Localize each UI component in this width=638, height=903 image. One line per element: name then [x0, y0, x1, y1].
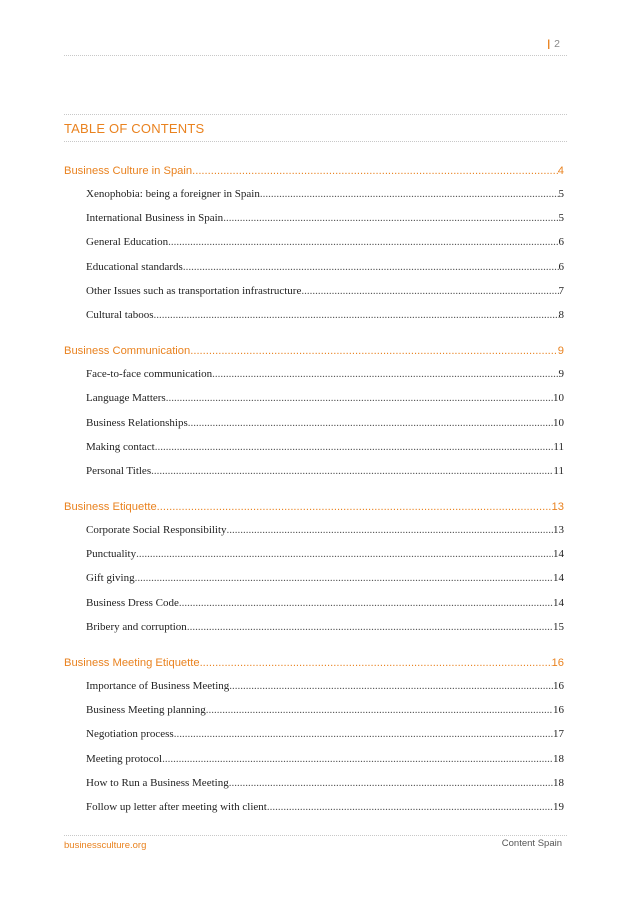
- dot-leader: [155, 435, 554, 459]
- toc-entry-page: 9: [558, 368, 564, 381]
- toc-entry-title: Cultural taboos: [86, 308, 154, 321]
- toc-entry-page: 5: [558, 188, 564, 200]
- toc-entry-page: 17: [553, 728, 564, 741]
- toc-entry-title: Xenophobia: being a foreigner in Spain: [86, 188, 260, 200]
- toc-entry-page: 18: [553, 776, 564, 789]
- toc-entry-title: Importance of Business Meeting: [86, 680, 230, 692]
- toc-entry[interactable]: [64, 386, 564, 410]
- section-spacer: [64, 327, 564, 340]
- dot-leader: [192, 160, 558, 182]
- toc-section-heading[interactable]: [64, 652, 564, 674]
- page-number: [547, 38, 560, 50]
- toc-entry[interactable]: [64, 303, 564, 327]
- toc-entry[interactable]: [64, 459, 564, 483]
- toc-entry-page: 11: [553, 464, 564, 477]
- toc-section: [64, 652, 564, 819]
- toc-title: TABLE OF CONTENTS: [64, 121, 205, 136]
- toc-entry-title: Meeting protocol: [86, 752, 163, 765]
- toc-top-divider: [64, 114, 567, 115]
- toc-entry-title: General Education: [86, 236, 169, 249]
- toc-entry-page: 10: [553, 416, 564, 429]
- toc-section-page: 16: [551, 657, 564, 669]
- toc-section-title: Business Etiquette: [64, 501, 157, 514]
- toc-entry-page: 7: [558, 284, 564, 297]
- dot-leader: [179, 591, 553, 615]
- toc-entry-title: Business Dress Code: [86, 596, 179, 609]
- toc-entry[interactable]: [64, 411, 564, 435]
- dot-leader: [136, 542, 553, 566]
- dot-leader: [229, 771, 553, 795]
- toc-entry-title: International Business in Spain: [86, 212, 224, 225]
- toc-entry-title: Business Meeting planning: [86, 704, 206, 717]
- toc-entry[interactable]: [64, 542, 564, 566]
- toc-entry-page: 11: [553, 440, 564, 453]
- toc-entry-page: 14: [553, 572, 564, 585]
- toc-section-title: Business Meeting Etiquette: [64, 657, 200, 669]
- toc-entry-title: Personal Titles: [86, 464, 152, 477]
- table-of-contents: [64, 160, 564, 819]
- dot-leader: [166, 386, 553, 410]
- dot-leader: [229, 674, 553, 698]
- header-divider: [64, 55, 567, 56]
- toc-entry-page: 6: [558, 260, 564, 273]
- toc-entry-title: Other Issues such as transportation infrastructure: [86, 284, 302, 297]
- toc-entry[interactable]: [64, 255, 564, 279]
- toc-section-title: Business Communication: [64, 345, 191, 358]
- toc-entry[interactable]: [64, 747, 564, 771]
- dot-leader: [154, 303, 559, 327]
- dot-leader: [206, 698, 553, 722]
- toc-section-heading[interactable]: [64, 340, 564, 362]
- dot-leader: [212, 362, 558, 386]
- dot-leader: [227, 518, 553, 542]
- dot-leader: [157, 496, 552, 518]
- toc-section-heading[interactable]: [64, 160, 564, 182]
- dot-leader: [151, 459, 553, 483]
- toc-entry[interactable]: [64, 591, 564, 615]
- toc-entry-page: 13: [553, 524, 564, 537]
- section-spacer: [64, 639, 564, 652]
- toc-entry[interactable]: [64, 206, 564, 230]
- toc-entry-page: 19: [553, 800, 564, 813]
- dot-leader: [260, 182, 559, 206]
- toc-entry-page: 18: [553, 752, 564, 765]
- toc-section-page: 13: [551, 501, 564, 514]
- footer-divider: [64, 835, 567, 836]
- toc-section: [64, 160, 564, 327]
- toc-section-heading[interactable]: [64, 496, 564, 518]
- toc-entry-title: Bribery and corruption: [86, 620, 187, 633]
- dot-leader: [174, 722, 553, 746]
- toc-entry-page: 14: [553, 548, 564, 561]
- toc-entry-title: Gift giving: [86, 572, 135, 585]
- toc-entry-title: Follow up letter after meeting with client: [86, 800, 267, 813]
- dot-leader: [188, 411, 553, 435]
- toc-entry-title: Business Relationships: [86, 416, 188, 429]
- dot-leader: [223, 206, 558, 230]
- toc-section: [64, 340, 564, 483]
- toc-entry[interactable]: [64, 566, 564, 590]
- toc-entry-title: Language Matters: [86, 392, 166, 405]
- toc-entry[interactable]: [64, 362, 564, 386]
- toc-entry[interactable]: [64, 615, 564, 639]
- toc-entry[interactable]: [64, 182, 564, 206]
- page-number-value: 2: [554, 38, 560, 50]
- toc-entry-page: 16: [553, 704, 564, 717]
- toc-entry-page: 10: [553, 392, 564, 405]
- toc-section-page: 9: [557, 345, 564, 358]
- footer-site: businessculture.org: [64, 840, 147, 851]
- dot-leader: [301, 279, 558, 303]
- toc-entry-page: 5: [558, 212, 564, 225]
- toc-entry-title: Negotiation process: [86, 728, 174, 741]
- toc-section: [64, 496, 564, 639]
- dot-leader: [187, 615, 553, 639]
- section-spacer: [64, 483, 564, 496]
- toc-entry-title: How to Run a Business Meeting: [86, 776, 229, 789]
- toc-entry[interactable]: [64, 518, 564, 542]
- toc-entry-title: Educational standards: [86, 260, 183, 273]
- toc-title-divider: [64, 141, 567, 142]
- toc-entry[interactable]: [64, 674, 564, 698]
- dot-leader: [183, 255, 559, 279]
- toc-entry-page: 14: [553, 596, 564, 609]
- footer-title: Content Spain: [501, 838, 562, 849]
- toc-entry-title: Making contact: [86, 440, 155, 453]
- toc-entry-page: 16: [553, 680, 564, 692]
- dot-leader: [135, 566, 553, 590]
- toc-entry-title: Face-to-face communication: [86, 368, 213, 381]
- toc-section-title: Business Culture in Spain: [64, 165, 193, 177]
- toc-entry[interactable]: [64, 279, 564, 303]
- toc-section-page: 4: [557, 165, 564, 177]
- page-number-bar: |: [547, 38, 551, 50]
- toc-entry-title: Punctuality: [86, 548, 137, 561]
- toc-entry[interactable]: [64, 435, 564, 459]
- toc-entry-page: 8: [558, 308, 564, 321]
- dot-leader: [168, 230, 558, 254]
- toc-entry[interactable]: [64, 722, 564, 746]
- dot-leader: [200, 652, 552, 674]
- toc-entry[interactable]: [64, 698, 564, 722]
- toc-entry-page: 15: [553, 620, 564, 633]
- dot-leader: [190, 340, 558, 362]
- dot-leader: [267, 795, 553, 819]
- dot-leader: [162, 747, 553, 771]
- toc-entry-title: Corporate Social Responsibility: [86, 524, 227, 537]
- toc-entry[interactable]: [64, 795, 564, 819]
- toc-entry-page: 6: [558, 236, 564, 249]
- toc-entry[interactable]: [64, 771, 564, 795]
- toc-entry[interactable]: [64, 230, 564, 254]
